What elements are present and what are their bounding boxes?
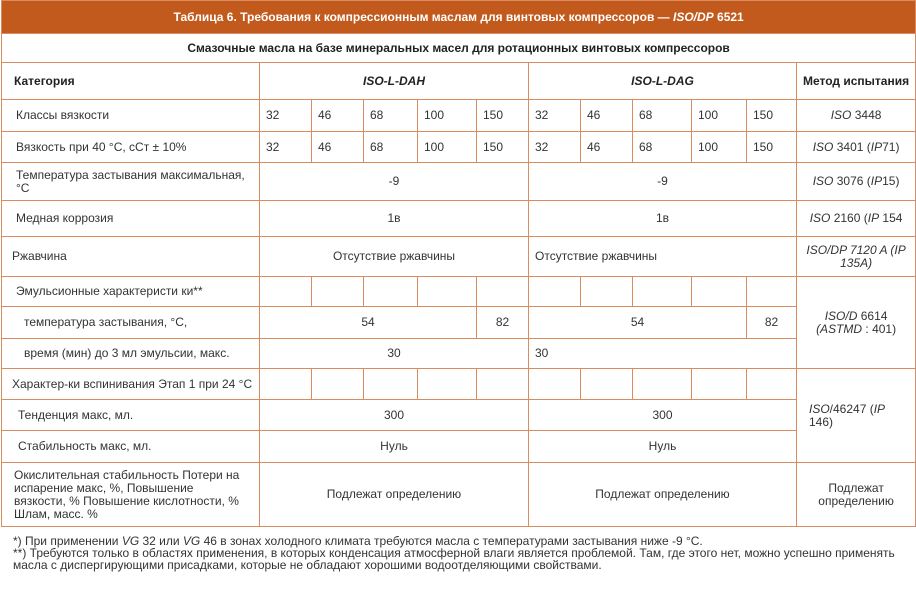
method-cell-emulsion: ISO/D 6614 (ASTMD : 401): [797, 277, 916, 369]
spec-table: [1, 0, 916, 527]
footnote-1: *) При применении VG 32 или VG 46 в зонах холодного климата требуются масла с температурами застывания ниже -9 °С.: [13, 534, 703, 548]
table-subtitle: Смазочные масла на базе минеральных масел для ротационных винтовых компрессоров: [2, 34, 916, 63]
row-label: Эмульсионные характеристи ки**: [2, 277, 260, 307]
cell-dah: 1в: [260, 201, 529, 237]
cell-value: 100: [692, 132, 747, 163]
row-label: Классы вязкости: [2, 100, 260, 132]
cell-value: 46: [312, 100, 364, 132]
table-subtitle-row: [2, 34, 916, 63]
row-pour-point: [2, 163, 916, 201]
cell-dag: -9: [529, 163, 797, 201]
row-label: Тенденция макс, мл.: [2, 400, 260, 431]
spec-table-container: [1, 0, 915, 571]
cell-value: 68: [364, 100, 418, 132]
row-label: температура застывания, °С,: [2, 307, 260, 339]
row-label: время (мин) до 3 мл эмульсии, макс.: [2, 339, 260, 369]
cell-value: 150: [477, 132, 529, 163]
cell-value: 68: [633, 132, 692, 163]
cell-value: 150: [477, 100, 529, 132]
cell-dag: 1в: [529, 201, 797, 237]
method-cell: Подлежат определению: [797, 463, 916, 527]
cell-dah: Отсутствие ржавчины: [260, 237, 529, 277]
empty-cell: [692, 369, 747, 400]
cell-dag: Подлежат определению: [529, 463, 797, 527]
row-foaming: [2, 369, 916, 400]
cell-dag: 300: [529, 400, 797, 431]
empty-cell: [312, 277, 364, 307]
cell-value: 32: [529, 100, 581, 132]
cell-dah: 54: [260, 307, 477, 339]
header-test-method: Метод испытания: [797, 63, 916, 100]
row-copper-corrosion: [2, 201, 916, 237]
empty-cell: [529, 277, 581, 307]
empty-cell: [747, 277, 797, 307]
empty-cell: [477, 369, 529, 400]
header-category: Категория: [2, 63, 260, 100]
empty-cell: [692, 277, 747, 307]
cell-dag: 54: [529, 307, 747, 339]
row-foaming-tendency: [2, 400, 916, 431]
empty-cell: [260, 277, 312, 307]
cell-value: 150: [747, 100, 797, 132]
cell-value: 32: [529, 132, 581, 163]
row-rust: [2, 237, 916, 277]
header-iso-l-dag: ISO-L-DAG: [529, 63, 797, 100]
empty-cell: [364, 277, 418, 307]
row-oxidation-stability: [2, 463, 916, 527]
row-emulsion-temperature: [2, 307, 916, 339]
method-cell-foaming: ISO/46247 (IP 146): [797, 369, 916, 463]
cell-dah: Подлежат определению: [260, 463, 529, 527]
row-label: Ржавчина: [2, 237, 260, 277]
empty-cell: [633, 277, 692, 307]
row-viscosity-40: [2, 132, 916, 163]
cell-value: 150: [747, 132, 797, 163]
row-label: Вязкость при 40 °С, сСт ± 10%: [2, 132, 260, 163]
cell-value: 100: [692, 100, 747, 132]
row-viscosity-classes: [2, 100, 916, 132]
cell-value: 100: [418, 132, 477, 163]
cell-dag: Отсутствие ржавчины: [529, 237, 797, 277]
empty-cell: [581, 369, 633, 400]
cell-dah: 30: [260, 339, 529, 369]
cell-value: 68: [633, 100, 692, 132]
row-foaming-stability: [2, 431, 916, 463]
empty-cell: [529, 369, 581, 400]
header-row: [2, 63, 916, 100]
empty-cell: [312, 369, 364, 400]
cell-dah-last: 82: [477, 307, 529, 339]
row-label: Температура застывания максимальная, °С: [2, 163, 260, 201]
table-title: Таблица 6. Требования к компрессионным маслам для винтовых компрессоров — ISO/DP 6521: [2, 1, 916, 34]
method-cell: ISO 2160 (IP 154: [797, 201, 916, 237]
method-cell: ISO 3401 (IP71): [797, 132, 916, 163]
empty-cell: [418, 277, 477, 307]
method-cell: ISO 3076 (IP15): [797, 163, 916, 201]
cell-dag-last: 82: [747, 307, 797, 339]
empty-cell: [633, 369, 692, 400]
row-label: Окислительная стабильность Потери на испарение макс, %, Повышение вязкости, % Повышение кислотности, % Шлам, масс. %: [2, 463, 260, 527]
row-emulsion: [2, 277, 916, 307]
empty-cell: [364, 369, 418, 400]
cell-dah: Нуль: [260, 431, 529, 463]
cell-value: 32: [260, 132, 312, 163]
row-label: Характер-ки вспинивания Этап 1 при 24 °С: [2, 369, 260, 400]
cell-value: 32: [260, 100, 312, 132]
row-label: Стабильность макс, мл.: [2, 431, 260, 463]
row-emulsion-time: [2, 339, 916, 369]
cell-dah: 300: [260, 400, 529, 431]
footnote-2: **) Требуются только в областях применения, в которых конденсация атмосферной влаги является проблемой. Там, где этого нет, можно успешно применять масла с диспергирующими присадками, которые не обладают хорошими водоотделяющими свойствами.: [13, 546, 895, 572]
cell-value: 68: [364, 132, 418, 163]
empty-cell: [581, 277, 633, 307]
empty-cell: [477, 277, 529, 307]
table-title-row: [2, 1, 916, 34]
row-label: Медная коррозия: [2, 201, 260, 237]
cell-value: 100: [418, 100, 477, 132]
cell-dah: -9: [260, 163, 529, 201]
cell-dag: Нуль: [529, 431, 797, 463]
footnotes: [1, 527, 915, 571]
cell-value: 46: [581, 100, 633, 132]
method-cell: ISO/DP 7120 A (IP 135A): [797, 237, 916, 277]
cell-value: 46: [581, 132, 633, 163]
method-cell: ISO 3448: [797, 100, 916, 132]
empty-cell: [747, 369, 797, 400]
cell-dag: 30: [529, 339, 797, 369]
empty-cell: [418, 369, 477, 400]
empty-cell: [260, 369, 312, 400]
cell-value: 46: [312, 132, 364, 163]
header-iso-l-dah: ISO-L-DAH: [260, 63, 529, 100]
